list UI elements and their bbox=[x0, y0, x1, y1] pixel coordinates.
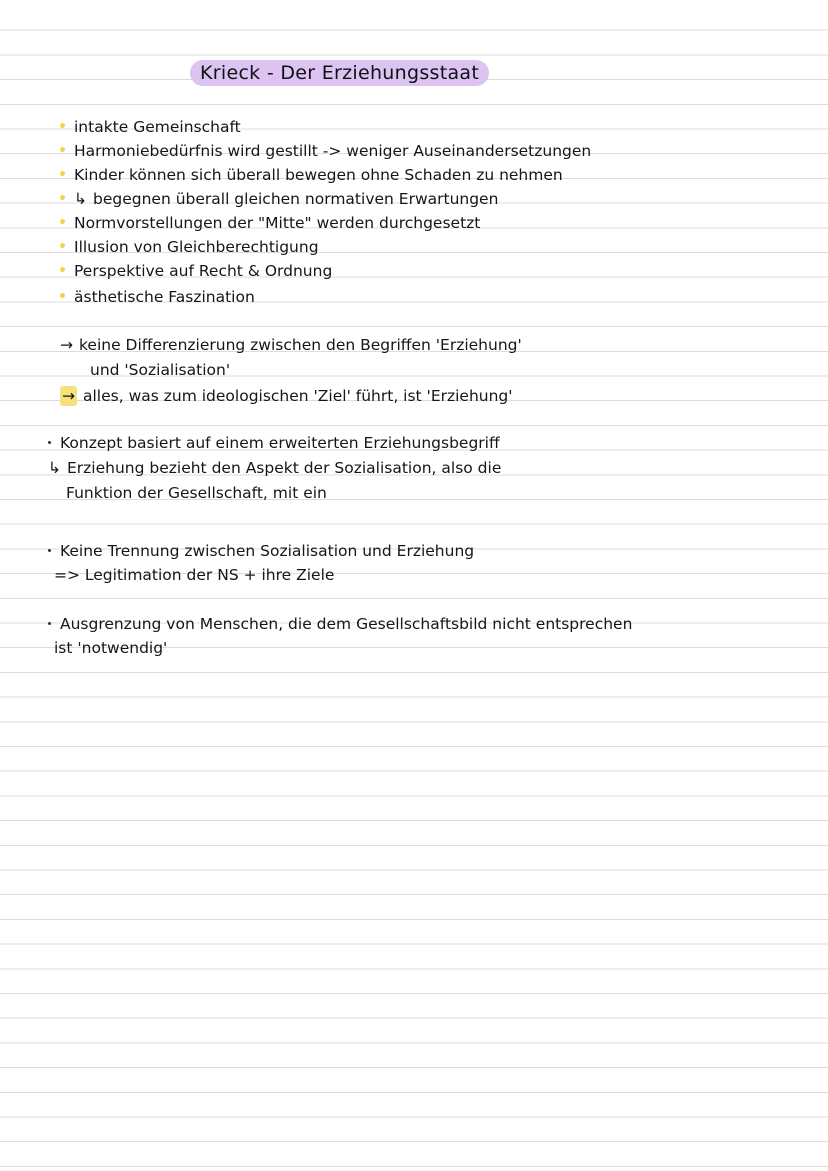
bullet-dot-icon bbox=[60, 219, 65, 224]
note-text: Konzept basiert auf einem erweiterten Erziehungsbegriff bbox=[60, 434, 500, 452]
note-paragraph bbox=[48, 458, 501, 478]
list-item bbox=[60, 141, 591, 161]
list-item-text: Illusion von Gleichberechtigung bbox=[74, 238, 319, 256]
note-paragraph bbox=[48, 541, 474, 561]
bullet-dot-icon bbox=[48, 549, 51, 552]
sub-arrow-icon: ↳ bbox=[48, 459, 61, 477]
bullet-dot-icon bbox=[60, 171, 65, 176]
list-item-text: Kinder können sich überall bewegen ohne Schaden zu nehmen bbox=[74, 166, 563, 184]
list-item bbox=[60, 261, 332, 281]
title-highlight bbox=[190, 60, 489, 86]
list-item bbox=[60, 117, 241, 137]
note-text: Ausgrenzung von Menschen, die dem Gesellschaftsbild nicht entsprechen bbox=[60, 615, 633, 633]
bullet-dot-icon bbox=[60, 267, 65, 272]
arrow-note bbox=[60, 335, 522, 355]
list-item bbox=[60, 189, 498, 209]
list-item-text: Perspektive auf Recht & Ordnung bbox=[74, 262, 333, 280]
list-item-text: ästhetische Faszination bbox=[74, 288, 255, 306]
list-item bbox=[60, 237, 319, 257]
note-text: ist 'notwendig' bbox=[54, 639, 168, 657]
bullet-dot-icon bbox=[60, 243, 65, 248]
bullet-dot-icon bbox=[60, 147, 65, 152]
right-arrow-icon: → bbox=[62, 387, 75, 405]
bullet-dot-icon bbox=[60, 293, 65, 298]
list-item bbox=[60, 287, 255, 307]
list-item bbox=[60, 165, 563, 185]
right-arrow-icon: → bbox=[60, 336, 73, 354]
sub-arrow-icon: ↳ bbox=[74, 190, 87, 208]
note-paragraph bbox=[54, 565, 334, 585]
note-paragraph bbox=[48, 433, 500, 453]
note-text: Erziehung bezieht den Aspekt der Sozialisation, also die bbox=[67, 459, 502, 477]
arrow-note bbox=[60, 386, 513, 406]
list-item bbox=[60, 213, 480, 233]
note-text: => Legitimation der NS + ihre Ziele bbox=[54, 566, 335, 584]
list-item-text: begegnen überall gleichen normativen Erwartungen bbox=[93, 190, 499, 208]
note-text: Funktion der Gesellschaft, mit ein bbox=[66, 484, 327, 502]
note-text: Keine Trennung zwischen Sozialisation und Erziehung bbox=[60, 542, 475, 560]
list-item-text: Harmoniebedürfnis wird gestillt -> weniger Auseinandersetzungen bbox=[74, 142, 592, 160]
note-paragraph bbox=[54, 638, 167, 658]
bullet-dot-icon bbox=[60, 195, 65, 200]
arrow-note-text: und 'Sozialisation' bbox=[90, 361, 231, 379]
bullet-dot-icon bbox=[60, 123, 65, 128]
note-paragraph bbox=[66, 483, 327, 503]
page-title: Krieck - Der Erziehungsstaat bbox=[200, 62, 480, 84]
bullet-dot-icon bbox=[48, 622, 51, 625]
bullet-dot-icon bbox=[48, 441, 51, 444]
arrow-note-continuation bbox=[90, 360, 230, 380]
arrow-note-text: keine Differenzierung zwischen den Begriffen 'Erziehung' bbox=[79, 336, 522, 354]
arrow-note-text: alles, was zum ideologischen 'Ziel' führt, ist 'Erziehung' bbox=[83, 387, 513, 405]
list-item-text: intakte Gemeinschaft bbox=[74, 118, 241, 136]
list-item-text: Normvorstellungen der "Mitte" werden durchgesetzt bbox=[74, 214, 481, 232]
note-paragraph bbox=[48, 614, 632, 634]
